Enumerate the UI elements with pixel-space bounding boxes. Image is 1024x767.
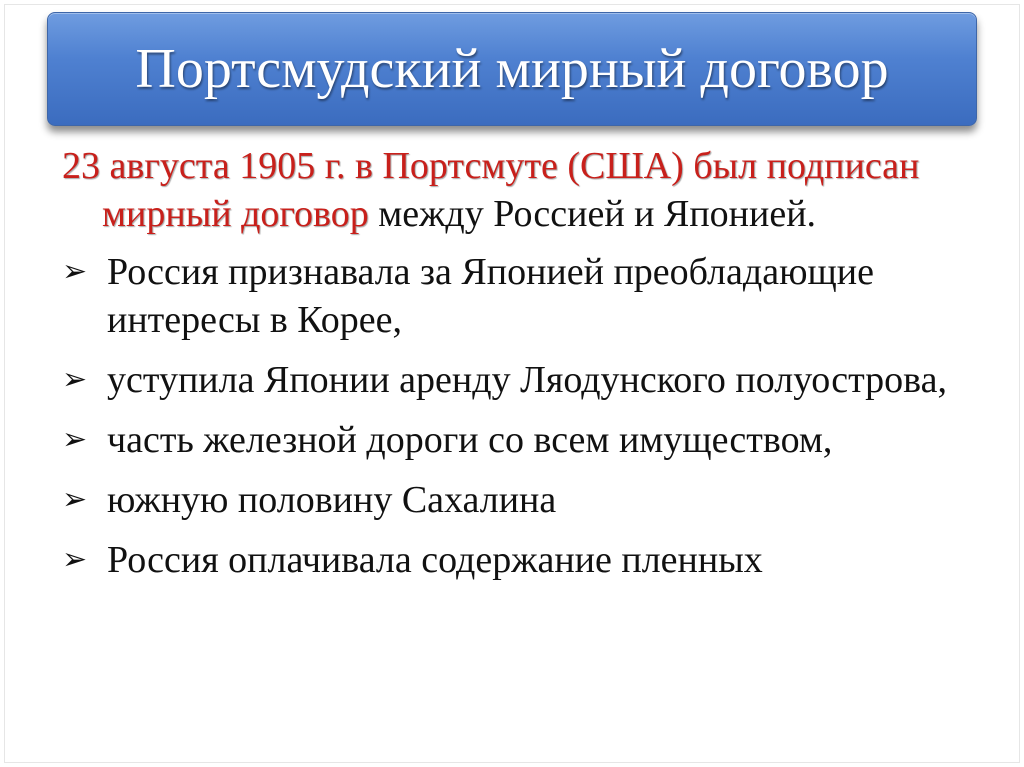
arrowhead-bullet-icon: ➢	[62, 422, 88, 457]
bullet-text: уступила Японии аренду Ляодунского полуострова,	[107, 359, 947, 401]
bullet-item	[62, 476, 962, 524]
intro-highlight-date: 23 августа 1905 г. в Портсмуте (США) был	[62, 145, 758, 187]
bullet-text: Россия оплачивала содержание пленных	[107, 539, 763, 581]
bullet-item	[62, 416, 962, 464]
intro-rest: между Россией и Японией.	[378, 193, 817, 235]
intro-paragraph	[62, 142, 962, 238]
bullet-item	[62, 536, 962, 584]
bullet-item	[62, 248, 962, 344]
bullet-text: часть железной дороги со всем имуществом,	[107, 419, 833, 461]
bullet-text: Россия признавала за Японией преобладающие интересы в Корее,	[107, 251, 874, 341]
arrowhead-bullet-icon: ➢	[62, 254, 88, 289]
bullet-item	[62, 356, 962, 404]
bullet-text: южную половину Сахалина	[107, 479, 557, 521]
arrowhead-bullet-icon: ➢	[62, 542, 88, 577]
slide-content	[62, 142, 962, 596]
arrowhead-bullet-icon: ➢	[62, 482, 88, 517]
slide-title: Портсмудский мирный договор	[135, 38, 889, 100]
intro-highlight-treaty: подписан мирный договор	[102, 145, 920, 235]
bullet-list	[62, 248, 962, 584]
arrowhead-bullet-icon: ➢	[62, 362, 88, 397]
title-banner	[47, 12, 977, 126]
